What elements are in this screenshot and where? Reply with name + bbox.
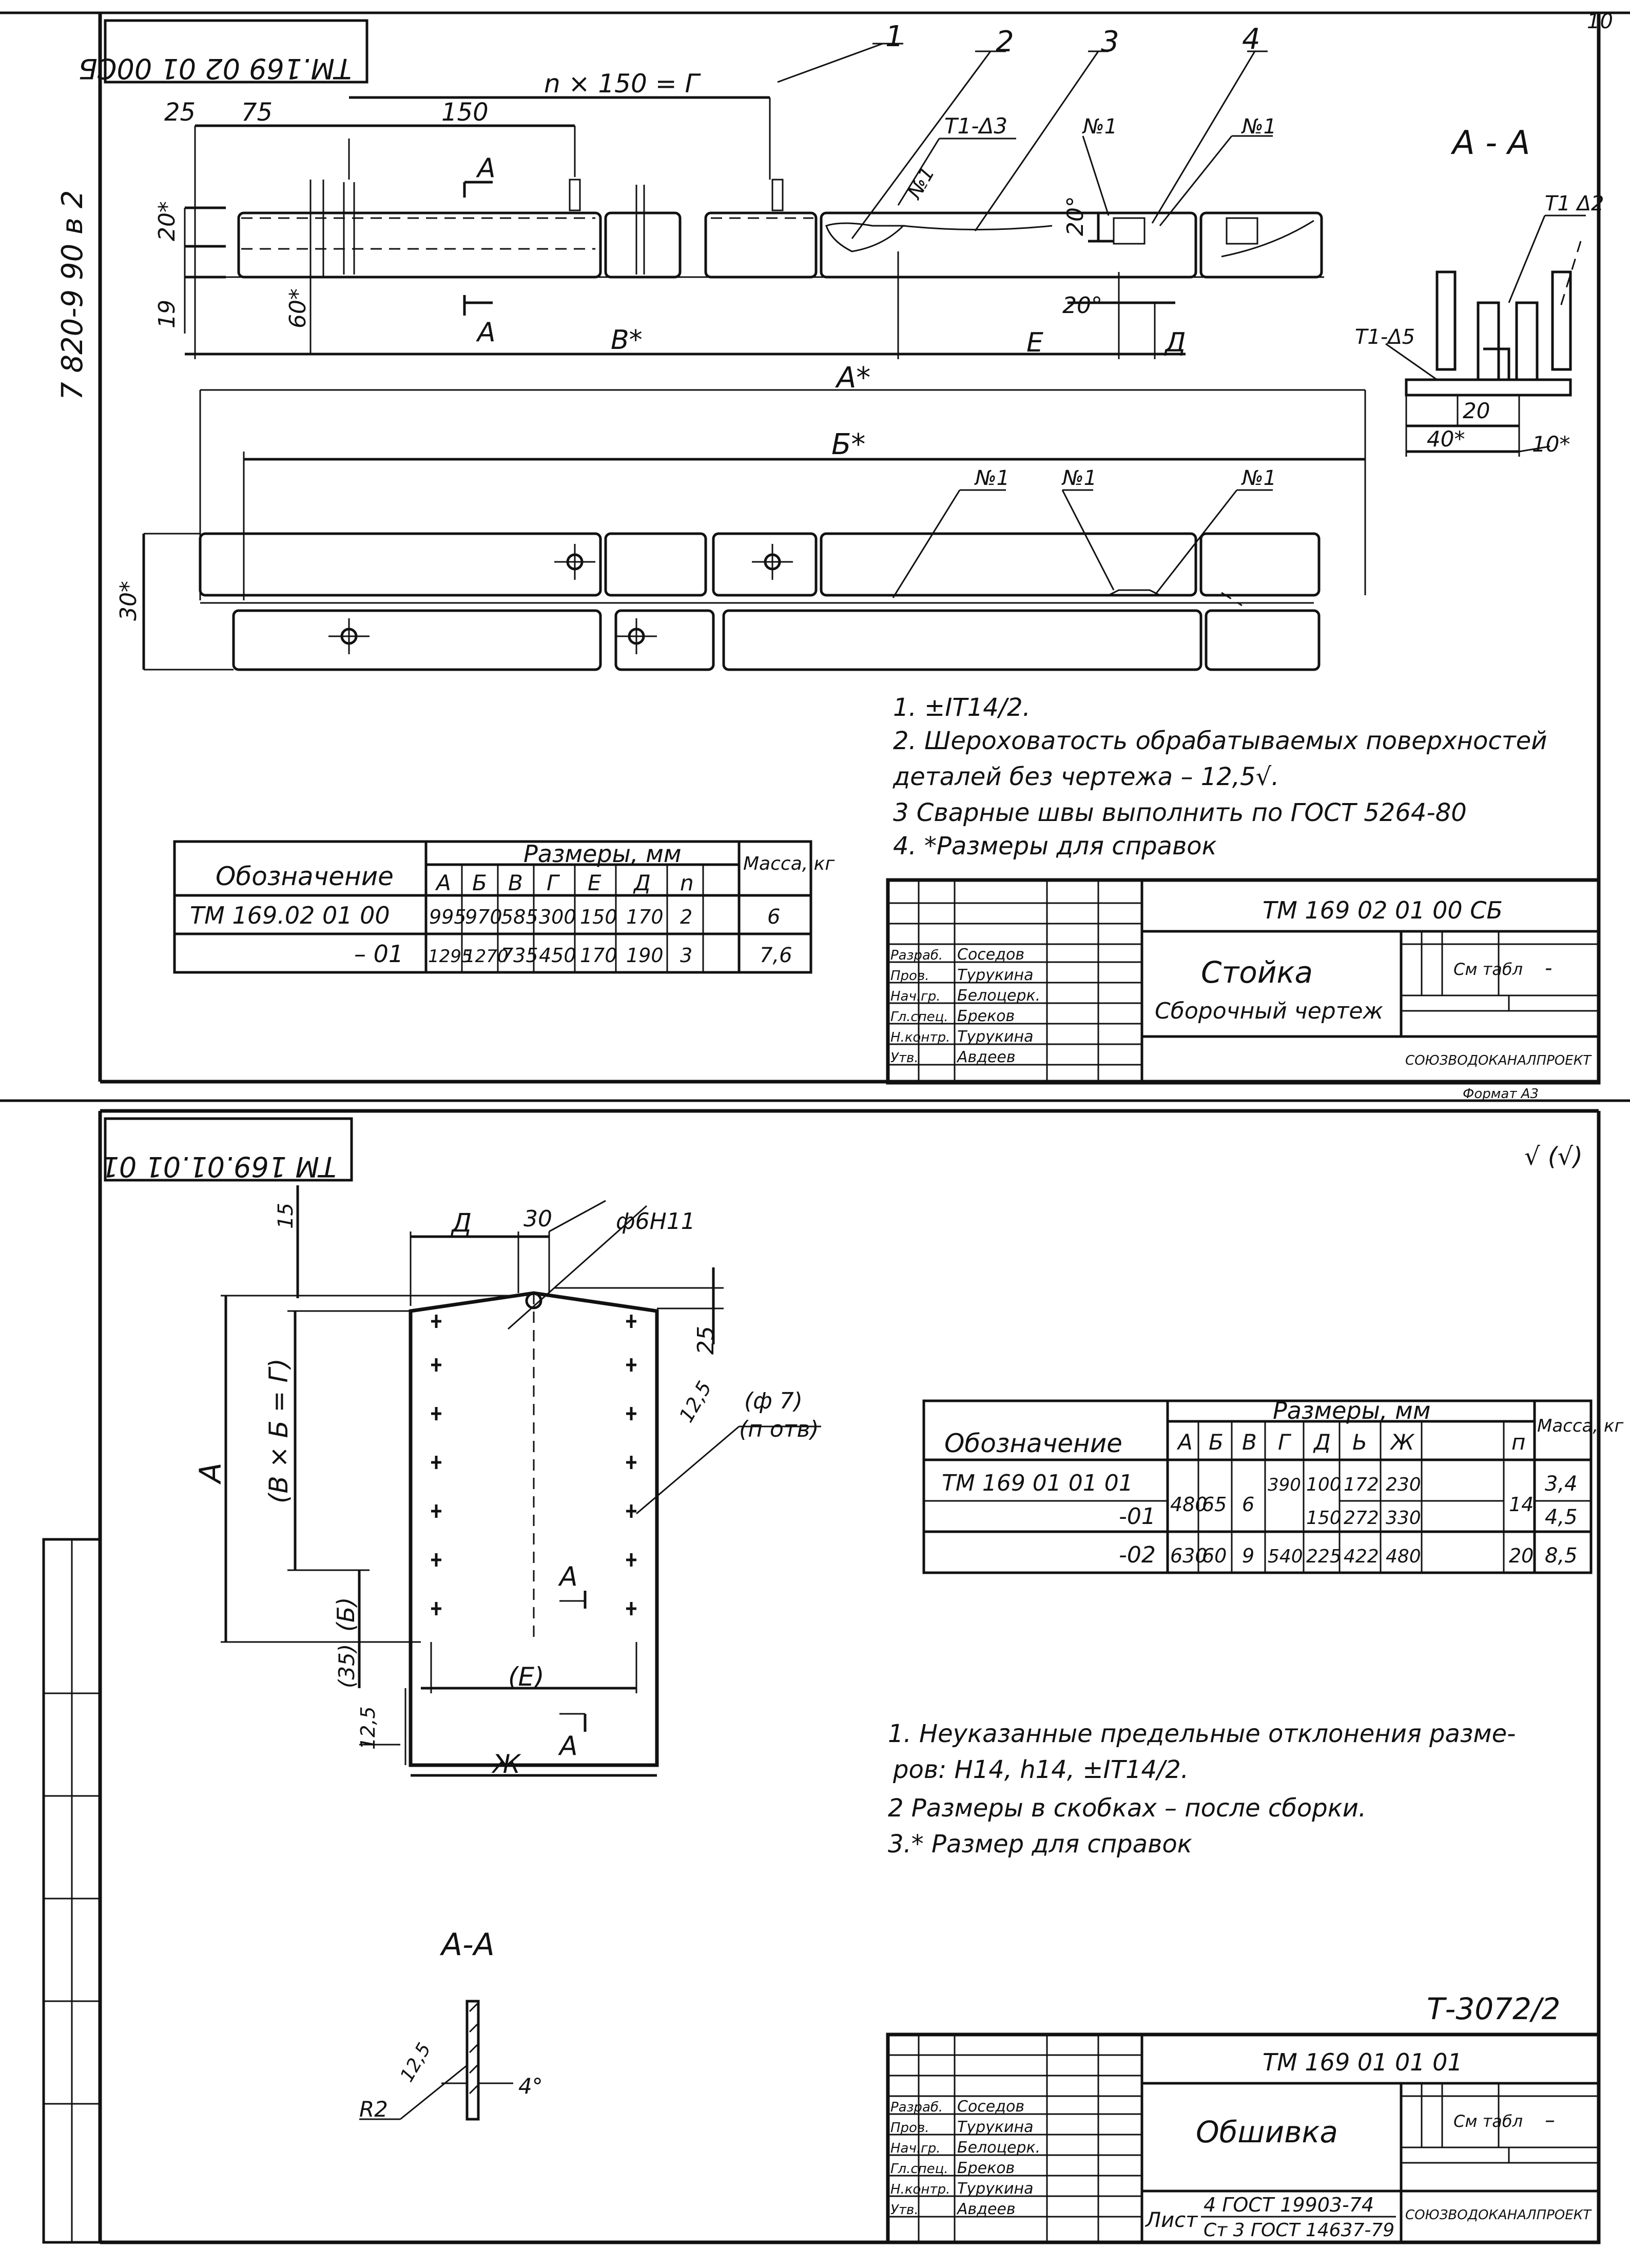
note2-2: ров: Н14, h14, ±IT14/2. — [893, 1755, 1189, 1784]
svg-text:Н.контр.: Н.контр. — [890, 2182, 950, 2197]
svg-text:Турукина: Турукина — [957, 2118, 1034, 2136]
svg-text:995: 995 — [429, 906, 467, 928]
dim-E: Е — [1026, 327, 1043, 358]
stamp1-scale: См табл — [1453, 960, 1523, 979]
svg-text:4,5: 4,5 — [1545, 1506, 1578, 1529]
svg-text:Гл.спец.: Гл.спец. — [890, 2161, 948, 2177]
section-dim-20: 20 — [1463, 398, 1490, 423]
svg-text:8,5: 8,5 — [1545, 1544, 1578, 1568]
d2-hole-label: ф6Н11 — [616, 1208, 695, 1235]
svg-text:172: 172 — [1344, 1474, 1379, 1495]
dim-20-vertical: 20° — [1062, 196, 1089, 236]
sheet-ref: Т-3072/2 — [1427, 1991, 1561, 2026]
svg-text:2: 2 — [680, 906, 693, 928]
d2-dim-15: 15 — [274, 1203, 298, 1229]
callout-2: 2 — [996, 25, 1014, 58]
svg-text:Н.контр.: Н.контр. — [890, 1030, 950, 1045]
svg-text:Е: Е — [588, 870, 601, 895]
t2-row-3 — [1119, 1542, 1578, 1568]
svg-text:630: 630 — [1170, 1544, 1208, 1567]
svg-text:Нач.гр.: Нач.гр. — [890, 989, 941, 1004]
svg-text:В: В — [1242, 1430, 1257, 1455]
svg-text:ТМ 169.02 01 00: ТМ 169.02 01 00 — [190, 902, 390, 929]
svg-text:480: 480 — [1386, 1546, 1421, 1567]
plan-weld-n1-b: №1 — [1062, 466, 1097, 490]
dim-formula: n × 150 = Г — [544, 69, 700, 99]
dim-150: 150 — [441, 98, 489, 127]
d2-dim-35: (35) — [334, 1644, 359, 1688]
svg-text:Б: Б — [472, 870, 487, 895]
svg-text:Г: Г — [547, 870, 559, 895]
svg-text:А: А — [436, 870, 451, 895]
section-dim-40: 40* — [1427, 426, 1465, 452]
dim-Bb: Б* — [831, 428, 866, 461]
svg-text:190: 190 — [626, 944, 664, 967]
dim-60: 60* — [285, 288, 311, 328]
svg-text:1270: 1270 — [464, 946, 509, 967]
d2-hole2: (ф 7) — [744, 1388, 803, 1414]
svg-text:ТМ 169 01 01 01: ТМ 169 01 01 01 — [942, 1470, 1133, 1496]
t2-row-1 — [942, 1470, 1578, 1516]
t2-h-mass: Масса, кг — [1537, 1416, 1624, 1436]
stamp1-format: Формат А3 — [1463, 1086, 1539, 1102]
dim-D: Д — [1165, 327, 1186, 358]
d2-dim-E: (Е) — [508, 1662, 545, 1692]
svg-text:Пров.: Пров. — [890, 2120, 929, 2136]
svg-text:-02: -02 — [1119, 1542, 1156, 1568]
svg-text:6: 6 — [767, 905, 781, 929]
drawing1-plan — [144, 390, 1365, 670]
t1-h-mass: Масса, кг — [743, 853, 835, 874]
plan-weld-n1-a: №1 — [975, 466, 1010, 490]
weld-n1-c: №1 — [903, 163, 939, 203]
stamp2-material-top: 4 ГОСТ 19903-74 — [1204, 2194, 1374, 2216]
note2-3: 2 Размеры в скобках – после сборки. — [888, 1794, 1367, 1823]
svg-text:Бреков: Бреков — [957, 1007, 1015, 1025]
t1-col-headers — [435, 870, 694, 895]
bottom-mirror-code-box — [102, 1119, 352, 1183]
section-dim-10: 10* — [1532, 432, 1570, 457]
svg-text:6: 6 — [1242, 1493, 1255, 1516]
weld-t1d2: Т1 Δ2 — [1545, 192, 1604, 216]
note2-4: 3.* Размер для справок — [888, 1830, 1192, 1859]
sheet-number: 10 — [1587, 10, 1613, 33]
svg-text:Разраб.: Разраб. — [890, 2100, 943, 2115]
svg-text:60: 60 — [1202, 1544, 1227, 1567]
dim-25: 25 — [164, 98, 196, 127]
side-code: 7 820-9 90 в 2 — [56, 190, 89, 400]
stamp2-scale: См табл — [1453, 2111, 1523, 2131]
svg-text:А: А — [1178, 1430, 1193, 1455]
svg-text:Белоцерк.: Белоцерк. — [957, 2139, 1041, 2157]
d2-dim-30: 30 — [523, 1206, 552, 1232]
note1-3: деталей без чертежа – 12,5√. — [893, 762, 1279, 791]
svg-text:230: 230 — [1386, 1474, 1421, 1495]
svg-text:14: 14 — [1509, 1493, 1534, 1516]
section-AA-title-2: А-А — [441, 1927, 495, 1963]
d2s-dim-r2: R2 — [359, 2097, 388, 2122]
svg-text:Г: Г — [1278, 1430, 1290, 1455]
d2-dim-12-5b: 12,5 — [357, 1706, 379, 1750]
t2-col-headers — [1176, 1430, 1525, 1455]
svg-text:20: 20 — [1509, 1544, 1534, 1567]
svg-text:272: 272 — [1344, 1508, 1379, 1529]
bottom-mirror-code: ТМ 169.01.01 01 — [101, 1150, 336, 1183]
svg-text:Соседов: Соседов — [957, 946, 1025, 964]
svg-text:-01: -01 — [1119, 1503, 1156, 1530]
svg-text:Утв.: Утв. — [890, 2202, 919, 2218]
drawing1-notes — [892, 693, 1547, 861]
top-mirror-code-box — [79, 21, 367, 85]
plan-weld-n1-c: №1 — [1242, 466, 1277, 490]
dim-19: 19 — [154, 300, 180, 328]
stamp2-list-label: Лист — [1146, 2208, 1198, 2232]
drawing1-elevation — [185, 44, 1324, 359]
d2-dim-BG: (В × Б = Г) — [264, 1358, 294, 1503]
svg-text:– 01: – 01 — [354, 940, 404, 968]
svg-text:Белоцерк.: Белоцерк. — [957, 987, 1041, 1005]
stamp2-dash: – — [1545, 2108, 1555, 2132]
stamp1-code: ТМ 169 02 01 00 СБ — [1263, 896, 1503, 924]
svg-text:Нач.гр.: Нач.гр. — [890, 2141, 941, 2156]
svg-text:1295: 1295 — [428, 946, 473, 967]
dim-B: В* — [611, 325, 643, 356]
stamp1-title: Стойка — [1201, 955, 1313, 990]
d2-dim-12-5: 12,5 — [674, 1377, 716, 1426]
svg-text:Соседов: Соседов — [957, 2098, 1025, 2116]
d2-dim-D: Д — [452, 1208, 472, 1238]
stamp1-dash: - — [1545, 956, 1553, 980]
stamp1-subtitle: Сборочный чертеж — [1155, 998, 1384, 1024]
svg-text:170: 170 — [580, 944, 617, 967]
svg-text:Турукина: Турукина — [957, 1028, 1034, 1046]
d2s-dim-4: 4° — [518, 2074, 543, 2099]
section-marker-bottom: А — [477, 317, 496, 348]
svg-text:п: п — [1511, 1430, 1526, 1455]
svg-text:390: 390 — [1268, 1475, 1301, 1495]
svg-text:422: 422 — [1344, 1546, 1379, 1567]
drawing2-notes — [888, 1719, 1516, 1859]
dim-75: 75 — [241, 98, 273, 127]
svg-text:Гл.спец.: Гл.спец. — [890, 1009, 948, 1025]
svg-text:735: 735 — [501, 944, 538, 967]
svg-text:170: 170 — [626, 906, 664, 928]
stamp1-names — [956, 946, 1040, 1066]
svg-text:450: 450 — [539, 944, 576, 967]
note1-4: 3 Сварные швы выполнить по ГОСТ 5264-80 — [893, 798, 1467, 827]
svg-text:585: 585 — [501, 906, 538, 928]
d2-hole2b: (п отв) — [739, 1416, 819, 1442]
note1-2: 2. Шероховатость обрабатываемых поверхностей — [893, 727, 1547, 755]
weld-n1-a: №1 — [1083, 115, 1118, 139]
svg-text:Д: Д — [1314, 1430, 1331, 1455]
d2-section-marker-top: А — [559, 1561, 578, 1592]
note2-1: 1. Неуказанные предельные отклонения разме- — [888, 1719, 1516, 1748]
svg-text:150: 150 — [1306, 1508, 1342, 1529]
svg-text:Ь: Ь — [1352, 1430, 1367, 1455]
stamp1-org: СОЮЗВОДОКАНАЛПРОЕКТ — [1405, 1053, 1592, 1068]
stamp2-code: ТМ 169 01 01 01 — [1263, 2048, 1463, 2076]
svg-text:Разраб.: Разраб. — [890, 948, 943, 963]
weld-t1d3: Т1-Δ3 — [944, 113, 1007, 139]
svg-text:Утв.: Утв. — [890, 1050, 919, 1066]
d2-dim-25: 25 — [693, 1326, 719, 1355]
svg-text:100: 100 — [1306, 1474, 1342, 1495]
dim-30: 30* — [115, 581, 142, 621]
svg-text:970: 970 — [465, 906, 502, 928]
t1-h-sizes: Размеры, мм — [523, 840, 682, 868]
svg-text:65: 65 — [1202, 1493, 1227, 1516]
note1-5: 4. *Размеры для справок — [893, 832, 1217, 861]
stamp2-material-bottom: Ст 3 ГОСТ 14637-79 — [1204, 2220, 1395, 2241]
svg-text:330: 330 — [1386, 1508, 1421, 1529]
roughness-mark: √ (√) — [1524, 1142, 1583, 1171]
svg-text:n: n — [680, 870, 694, 895]
weld-n1-b: №1 — [1242, 115, 1277, 139]
section-marker-top: А — [477, 153, 496, 184]
svg-text:Б: Б — [1209, 1430, 1224, 1455]
svg-text:Авдеев: Авдеев — [957, 1048, 1016, 1066]
t2-h-designation: Обозначение — [944, 1429, 1122, 1458]
t1-row-2 — [354, 940, 792, 968]
d2-dim-Bparen: (Б) — [332, 1597, 360, 1632]
stamp2-title: Обшивка — [1196, 2115, 1338, 2149]
section-AA-title-1: А - А — [1452, 124, 1530, 162]
d2-dim-Zh: Ж — [493, 1749, 520, 1779]
left-margin-strip — [44, 1539, 100, 2242]
svg-text:480: 480 — [1170, 1493, 1208, 1516]
stamp2-names — [956, 2098, 1040, 2218]
stamp2-roles — [890, 2100, 950, 2218]
note1-1: 1. ±IT14/2. — [893, 693, 1031, 722]
svg-text:150: 150 — [580, 906, 617, 928]
svg-text:Пров.: Пров. — [890, 968, 929, 984]
svg-text:Турукина: Турукина — [957, 966, 1034, 984]
dim-20-horizontal: 20° — [1062, 292, 1102, 319]
svg-text:3,4: 3,4 — [1545, 1472, 1578, 1496]
svg-text:225: 225 — [1306, 1546, 1342, 1567]
callout-3: 3 — [1101, 25, 1119, 58]
t2-h-sizes: Размеры, мм — [1273, 1397, 1431, 1424]
dim-A: А* — [837, 361, 871, 395]
svg-text:Ж: Ж — [1391, 1430, 1414, 1455]
stamp1-roles — [890, 948, 950, 1066]
svg-text:Авдеев: Авдеев — [957, 2200, 1016, 2218]
svg-text:В: В — [508, 870, 523, 895]
svg-text:Бреков: Бреков — [957, 2159, 1015, 2177]
callout-4: 4 — [1242, 23, 1260, 56]
svg-text:300: 300 — [539, 906, 576, 928]
d2s-dim-12-5: 12,5 — [396, 2039, 435, 2086]
d2-section-marker-bottom: А — [559, 1731, 578, 1762]
callout-1: 1 — [885, 20, 904, 53]
svg-text:540: 540 — [1268, 1546, 1303, 1567]
svg-text:Д: Д — [634, 870, 651, 895]
dim-20a: 20* — [154, 201, 180, 241]
svg-text:3: 3 — [680, 944, 693, 967]
weld-t1d5: Т1-Δ5 — [1355, 325, 1415, 349]
svg-text:9: 9 — [1242, 1544, 1255, 1567]
d2-dim-A: А — [193, 1462, 228, 1483]
t1-row-1 — [190, 902, 780, 929]
top-mirror-code: ТМ.169 02 01 00СБ — [78, 52, 352, 85]
svg-text:7,6: 7,6 — [760, 944, 792, 967]
t1-h-designation: Обозначение — [216, 862, 394, 891]
stamp2-org: СОЮЗВОДОКАНАЛПРОЕКТ — [1405, 2207, 1592, 2223]
svg-text:Турукина: Турукина — [957, 2180, 1034, 2198]
